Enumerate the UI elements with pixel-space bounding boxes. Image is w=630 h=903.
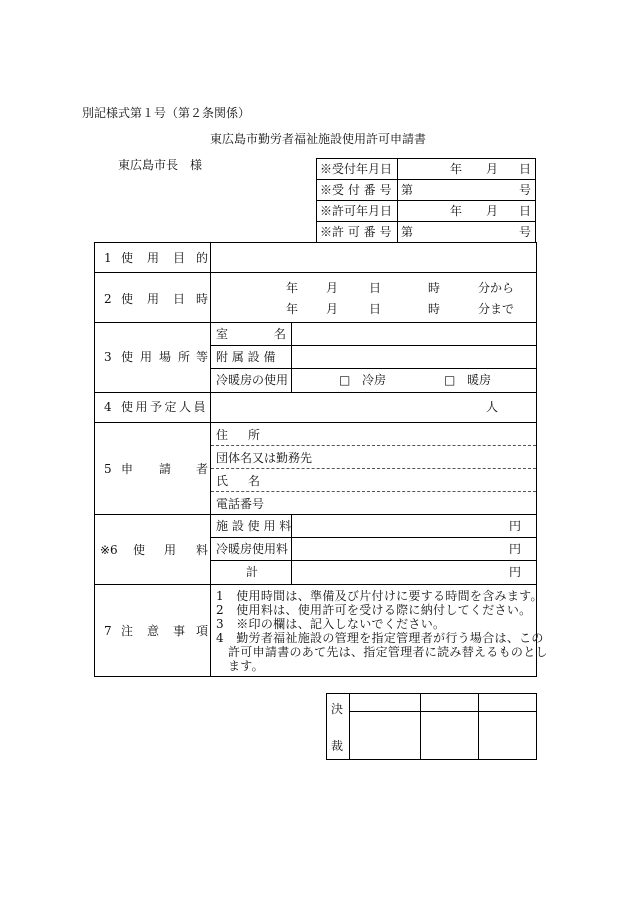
row1-label-char: 使 <box>121 251 134 265</box>
end-year-unit: 年 <box>286 302 299 316</box>
approval-label-1: 決 <box>331 702 344 716</box>
row1-label-char: 的 <box>196 251 209 265</box>
row1-label-char: 目 <box>173 251 186 265</box>
permit-year-unit: 年 <box>450 204 463 218</box>
row6-number: ※6 <box>100 543 118 557</box>
note-line: 2 使用料は、使用許可を受ける際に納付してください。 <box>216 603 532 617</box>
phone-label: 電話番号 <box>216 497 265 511</box>
row3-label-char: 所 <box>178 350 191 364</box>
row3-label-char: 用 <box>140 350 153 364</box>
row6-label-char: 用 <box>164 543 177 557</box>
note-line: 1 使用時間は、準備及び片付けに要する時間を含みます。 <box>216 589 543 603</box>
address-label-a: 住 <box>216 428 229 442</box>
row2-label-char: 用 <box>147 292 160 306</box>
address-label-b: 所 <box>248 428 261 442</box>
facility-fee-label: 施 設 使 用 料 <box>216 519 292 533</box>
received-day-unit: 日 <box>519 162 532 176</box>
permit-day-unit: 日 <box>519 204 532 218</box>
permit-no-suffix: 号 <box>519 225 532 239</box>
row7-label-char: 事 <box>173 624 186 638</box>
start-minute-unit: 分から <box>478 281 515 295</box>
permit-no-prefix: 第 <box>401 225 414 239</box>
heating-checkbox[interactable]: □ <box>444 373 456 387</box>
received-no-prefix: 第 <box>401 183 414 197</box>
row5-label-char: 申 <box>121 462 134 476</box>
row1-number: 1 <box>104 251 112 265</box>
heating-label: 暖房 <box>467 373 492 387</box>
row1-label-char: 用 <box>147 251 160 265</box>
form-number: 別記様式第１号（第２条関係） <box>82 106 251 120</box>
permit-no-label: ※許 可 番 号 <box>320 225 392 239</box>
room-label-a: 室 <box>216 327 229 341</box>
row2-label-char: 日 <box>173 292 186 306</box>
row7-number: 7 <box>104 624 112 638</box>
form-title: 東広島市勤労者福祉施設使用許可申請書 <box>210 132 427 146</box>
yen-unit: 円 <box>509 565 522 579</box>
received-no-label: ※受 付 番 号 <box>320 183 392 197</box>
persons-unit: 人 <box>486 400 499 414</box>
received-year-unit: 年 <box>450 162 463 176</box>
row3-number: 3 <box>104 350 112 364</box>
permit-month-unit: 月 <box>486 204 499 218</box>
row3-label-char: 使 <box>121 350 134 364</box>
cooling-label: 冷房 <box>362 373 387 387</box>
row4-label: 使用予定人員 <box>121 400 209 414</box>
row2-label-char: 使 <box>121 292 134 306</box>
ac-fee-label: 冷暖房使用料 <box>216 542 289 556</box>
addressee: 東広島市長 様 <box>118 158 203 172</box>
approval-label-2: 裁 <box>331 739 344 753</box>
note-line: 許可申請書のあて先は、指定管理者に読み替えるものとし <box>228 645 548 659</box>
note-line: ます。 <box>228 659 264 673</box>
received-date-label: ※受付年月日 <box>320 162 393 176</box>
note-line: 4 勤労者福祉施設の管理を指定管理者が行う場合は、この <box>216 631 544 645</box>
total-fee-label: 計 <box>246 565 259 579</box>
row7-label-char: 意 <box>147 624 160 638</box>
start-month-unit: 月 <box>326 281 339 295</box>
row5-label-char: 者 <box>196 462 209 476</box>
end-hour-unit: 時 <box>428 302 441 316</box>
start-year-unit: 年 <box>286 281 299 295</box>
end-day-unit: 日 <box>369 302 382 316</box>
start-hour-unit: 時 <box>428 281 441 295</box>
row2-label-char: 時 <box>196 292 209 306</box>
note-line: 3 ※印の欄は、記入しないでください。 <box>216 617 446 631</box>
row5-number: 5 <box>104 462 112 476</box>
cooling-checkbox[interactable]: □ <box>339 373 351 387</box>
end-month-unit: 月 <box>326 302 339 316</box>
row5-label-char: 請 <box>159 462 172 476</box>
row6-label-char: 料 <box>196 543 209 557</box>
row6-label-char: 使 <box>133 543 146 557</box>
start-day-unit: 日 <box>369 281 382 295</box>
end-minute-unit: 分まで <box>478 302 515 316</box>
name-label-a: 氏 <box>216 474 229 488</box>
yen-unit: 円 <box>509 519 522 533</box>
row3-label-char: 等 <box>196 350 209 364</box>
name-label-b: 名 <box>248 474 261 488</box>
row7-label-char: 注 <box>121 624 134 638</box>
row4-number: 4 <box>104 400 112 414</box>
organization-label: 団体名又は勤務先 <box>216 451 313 465</box>
permit-date-label: ※許可年月日 <box>320 204 393 218</box>
row2-number: 2 <box>104 292 112 306</box>
row7-label-char: 項 <box>196 624 209 638</box>
row3-label-char: 場 <box>159 350 172 364</box>
room-label-b: 名 <box>274 327 287 341</box>
received-month-unit: 月 <box>486 162 499 176</box>
yen-unit: 円 <box>509 542 522 556</box>
received-no-suffix: 号 <box>519 183 532 197</box>
ac-use-label: 冷暖房の使用 <box>216 373 289 387</box>
equipment-label: 附 属 設 備 <box>216 350 276 364</box>
